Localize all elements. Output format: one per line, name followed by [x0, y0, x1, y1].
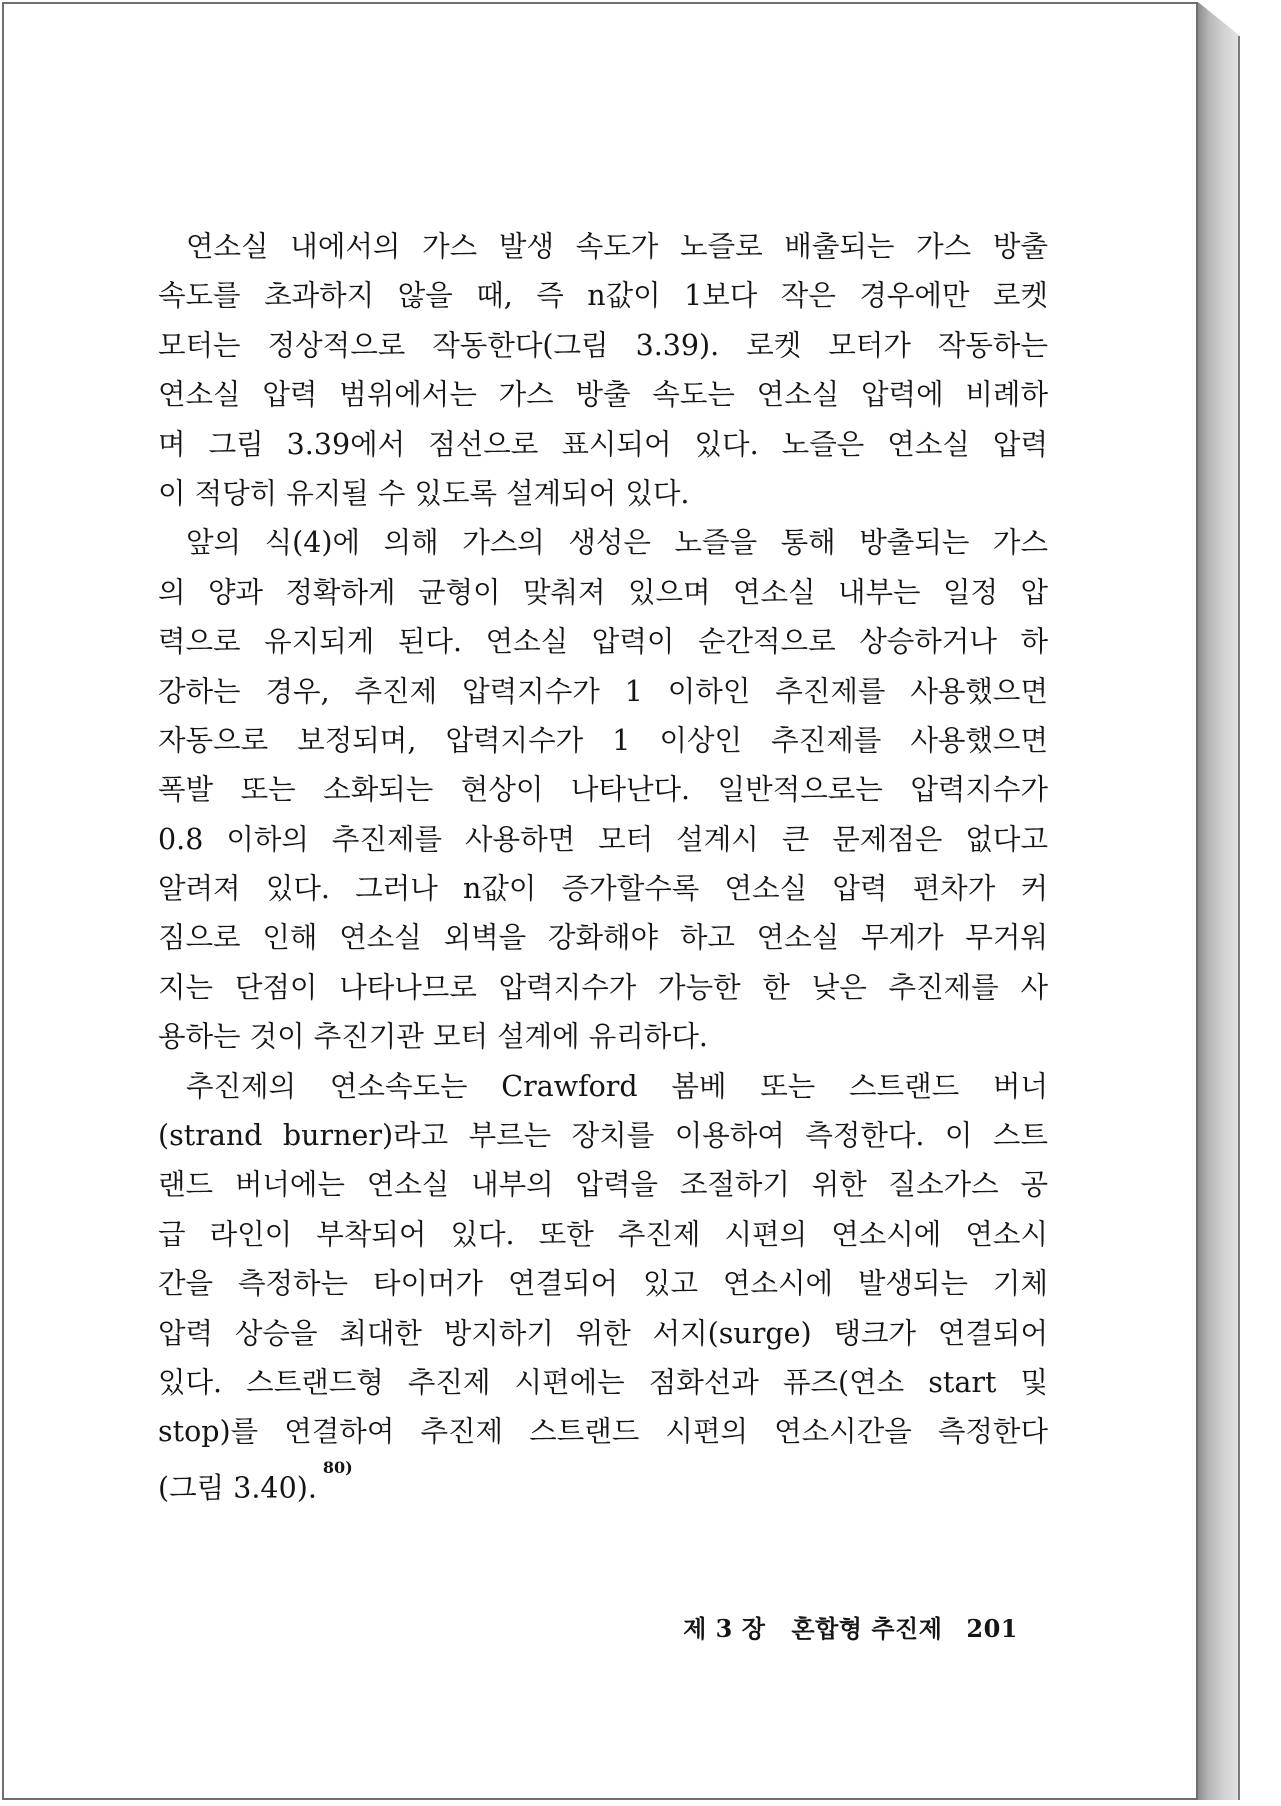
- page-stack-edge: [1198, 2, 1240, 1800]
- paragraph-2-line-5: 자동으로 보정되며, 압력지수가 1 이상인 추진제를 사용했으면: [158, 723, 1048, 757]
- paragraph-3-line-4: 급 라인이 부착되어 있다. 또한 추진제 시편의 연소시에 연소시: [158, 1217, 1048, 1251]
- body-text: [158, 222, 1048, 1506]
- paragraph-3-line-1: 추진제의 연소속도는 Crawford 봄베 또는 스트랜드 버너: [186, 1069, 1048, 1103]
- paragraph-2-line-9: 짐으로 인해 연소실 외벽을 강화해야 하고 연소실 무게가 무거워: [158, 921, 1048, 955]
- page-number: 201: [966, 1614, 1018, 1643]
- paragraph-1-line-2: 속도를 초과하지 않을 때, 즉 n값이 1보다 작은 경우에만 로켓: [158, 279, 1048, 313]
- paragraph-2-line-10: 지는 단점이 나타나므로 압력지수가 가능한 한 낮은 추진제를 사: [158, 970, 1048, 1004]
- footer-chapter-title: 혼합형 추진제: [791, 1614, 943, 1643]
- paragraph-3-line-3: 랜드 버너에는 연소실 내부의 압력을 조절하기 위한 질소가스 공: [158, 1168, 1048, 1202]
- footnote-reference: 80): [322, 1457, 353, 1477]
- paragraph-3-line-5: 간을 측정하는 타이머가 연결되어 있고 연소시에 발생되는 기체: [158, 1267, 1048, 1301]
- paragraph-3-line-9: [158, 1457, 1048, 1506]
- footer-chapter: 제 3 장: [683, 1614, 766, 1643]
- paragraph-1-line-4: 연소실 압력 범위에서는 가스 방출 속도는 연소실 압력에 비례하: [158, 378, 1048, 412]
- page-stack-edge-line: [1238, 36, 1240, 1800]
- paragraph-2-line-11: 용하는 것이 추진기관 모터 설계에 유리하다.: [158, 1020, 708, 1054]
- paragraph-3-line-8: stop)를 연결하여 추진제 스트랜드 시편의 연소시간을 측정한다: [158, 1415, 1048, 1449]
- paragraph-3-line-7: 있다. 스트랜드형 추진제 시편에는 점화선과 퓨즈(연소 start 및: [158, 1365, 1048, 1399]
- paragraph-1-line-6: 이 적당히 유지될 수 있도록 설계되어 있다.: [158, 476, 690, 510]
- running-footer: [683, 1609, 1018, 1644]
- paragraph-3-line-2: (strand burner)라고 부르는 장치를 이용하여 측정한다. 이 스트: [158, 1119, 1048, 1153]
- paragraph-2-line-4: 강하는 경우, 추진제 압력지수가 1 이하인 추진제를 사용했으면: [158, 674, 1048, 708]
- paragraph-1-line-5: 며 그림 3.39에서 점선으로 표시되어 있다. 노즐은 연소실 압력: [158, 427, 1048, 461]
- paragraph-2-line-6: 폭발 또는 소화되는 현상이 나타난다. 일반적으로는 압력지수가: [158, 773, 1048, 807]
- paragraph-2-line-8: 알려져 있다. 그러나 n값이 증가할수록 연소실 압력 편차가 커: [158, 872, 1048, 906]
- paragraph-3-line-9-text: (그림 3.40).: [158, 1471, 317, 1505]
- paragraph-2-line-3: 력으로 유지되게 된다. 연소실 압력이 순간적으로 상승하거나 하: [158, 625, 1048, 659]
- paragraph-3-line-6: 압력 상승을 최대한 방지하기 위한 서지(surge) 탱크가 연결되어: [158, 1316, 1048, 1350]
- paragraph-1-line-1: 연소실 내에서의 가스 발생 속도가 노즐로 배출되는 가스 방출: [186, 230, 1048, 263]
- paragraph-2-line-7: 0.8 이하의 추진제를 사용하면 모터 설계시 큰 문제점은 없다고: [158, 822, 1048, 856]
- paragraph-2-line-1: 앞의 식(4)에 의해 가스의 생성은 노즐을 통해 방출되는 가스: [186, 526, 1048, 560]
- paragraph-1-line-3: 모터는 정상적으로 작동한다(그림 3.39). 로켓 모터가 작동하는: [158, 328, 1048, 362]
- paragraph-2-line-2: 의 양과 정확하게 균형이 맞춰져 있으며 연소실 내부는 일정 압: [158, 575, 1048, 609]
